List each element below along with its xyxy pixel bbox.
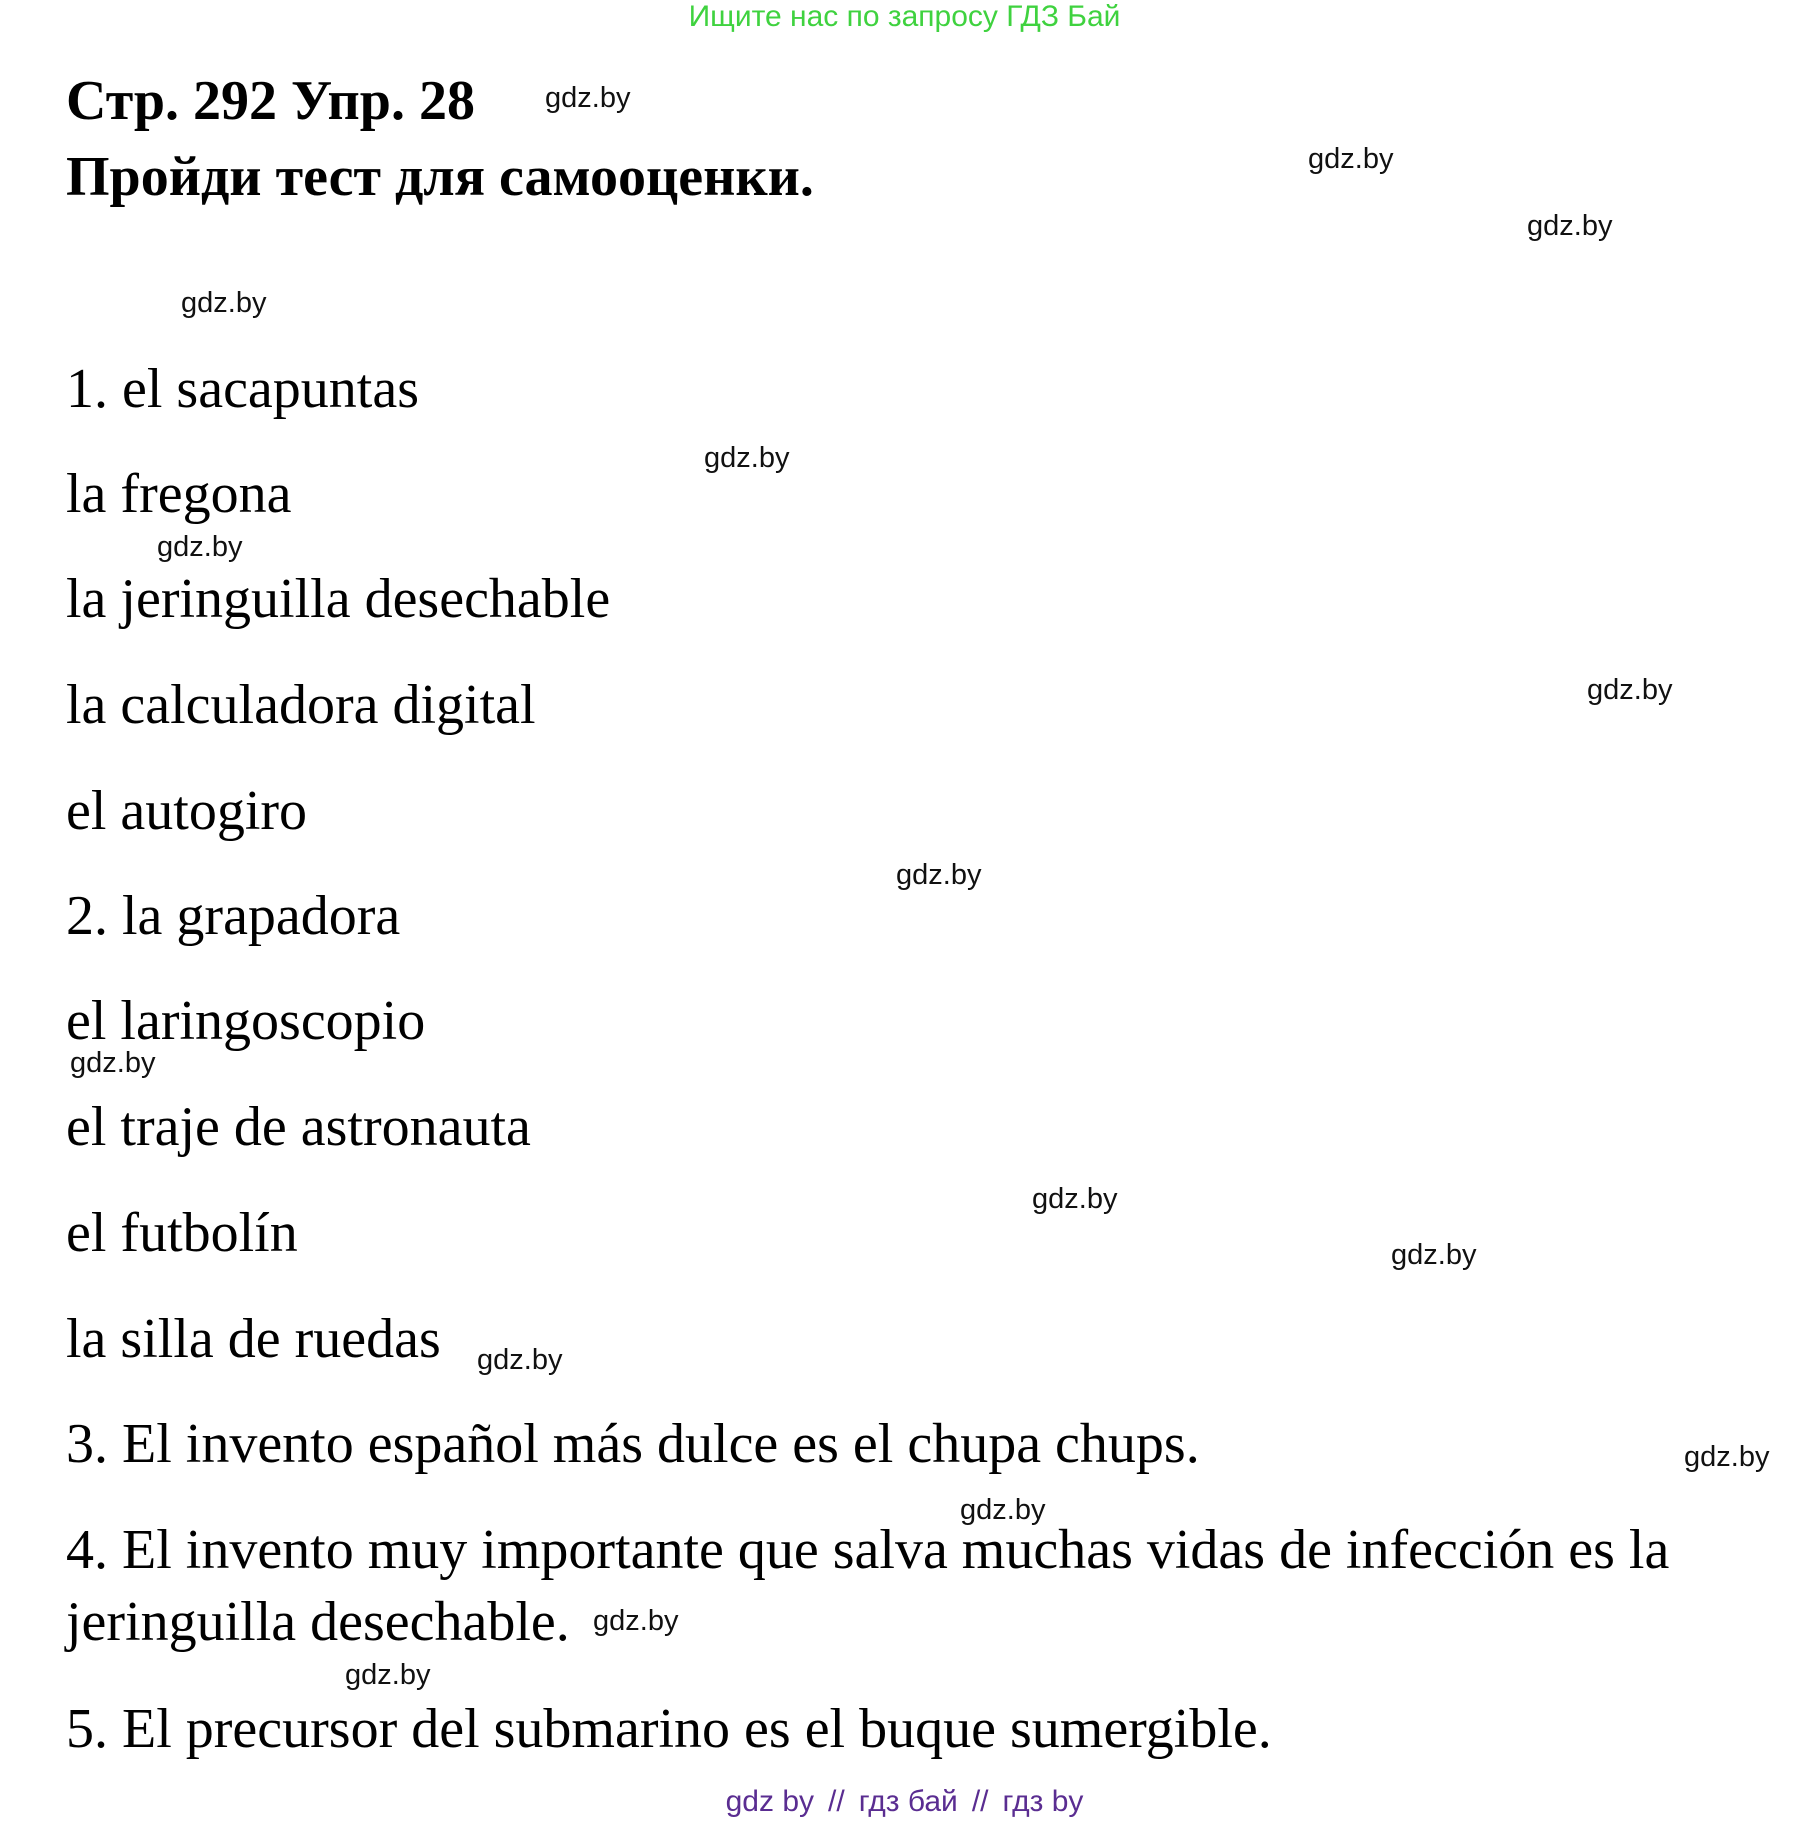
page-title: Стр. 292 Упр. 28 xyxy=(66,70,475,132)
footer-text-3: гдз by xyxy=(1002,1785,1084,1818)
watermark: gdz.by xyxy=(1308,143,1394,175)
footer-text-1: gdz by xyxy=(725,1785,815,1818)
watermark: gdz.by xyxy=(896,859,982,891)
watermark: gdz.by xyxy=(1527,210,1613,242)
watermark: gdz.by xyxy=(704,442,790,474)
watermark: gdz.by xyxy=(1684,1441,1770,1473)
answer-line-13: jeringuilla desechable. xyxy=(66,1591,570,1653)
watermark: gdz.by xyxy=(181,287,267,319)
watermark: gdz.by xyxy=(1587,674,1673,706)
answer-line-10: la silla de ruedas xyxy=(66,1308,441,1370)
footer-text-2: гдз бай xyxy=(858,1785,958,1818)
watermark: gdz.by xyxy=(1391,1239,1477,1271)
watermark: gdz.by xyxy=(345,1659,431,1691)
watermark: gdz.by xyxy=(1032,1183,1118,1215)
watermark: gdz.by xyxy=(477,1344,563,1376)
answer-line-9: el futbolín xyxy=(66,1202,298,1264)
answer-line-6: 2. la grapadora xyxy=(66,885,401,947)
answer-line-1: 1. el sacapuntas xyxy=(66,358,419,420)
footer-separator: // xyxy=(828,1785,845,1818)
footer-separator: // xyxy=(971,1785,989,1818)
answer-line-12: 4. El invento muy importante que salva muchas vidas de infección es la xyxy=(66,1519,1670,1581)
answer-line-3: la jeringuilla desechable xyxy=(66,568,611,630)
answer-line-14: 5. El precursor del submarino es el buque sumergible. xyxy=(66,1698,1272,1760)
top-banner: Ищите нас по запросу ГДЗ Бай xyxy=(688,0,1121,33)
task-title: Пройди тест для самооценки. xyxy=(66,146,814,208)
watermark: gdz.by xyxy=(70,1047,156,1079)
answer-line-8: el traje de astronauta xyxy=(66,1096,531,1158)
watermark: gdz.by xyxy=(593,1605,679,1637)
answer-line-11: 3. El invento español más dulce es el chupa chups. xyxy=(66,1413,1200,1475)
watermark: gdz.by xyxy=(545,82,631,114)
answer-line-7: el laringoscopio xyxy=(66,990,426,1052)
answer-line-5: el autogiro xyxy=(66,780,308,842)
footer-links xyxy=(0,1784,1809,1820)
answer-line-2: la fregona xyxy=(66,463,292,525)
answer-line-4: la calculadora digital xyxy=(66,674,536,736)
watermark: gdz.by xyxy=(960,1494,1046,1526)
watermark: gdz.by xyxy=(157,531,243,563)
